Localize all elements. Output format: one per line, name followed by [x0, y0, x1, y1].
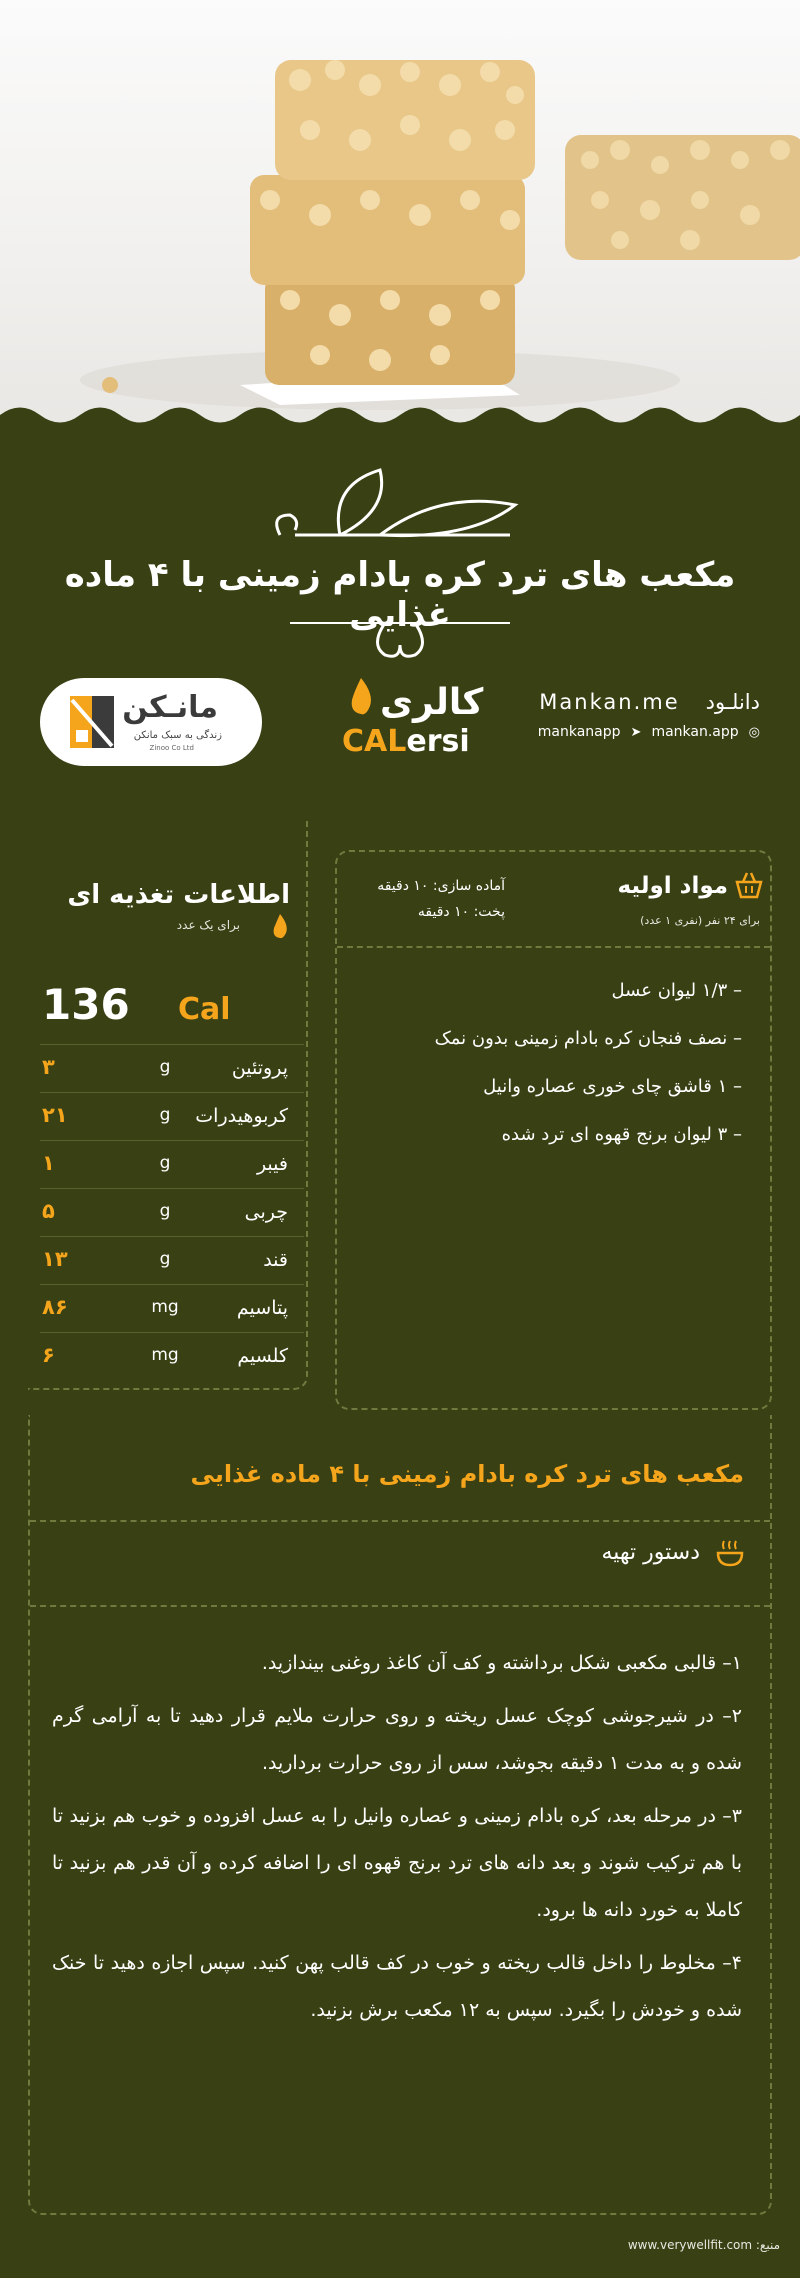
- nutrient-label: فیبر: [256, 1153, 288, 1175]
- recipe-divider: [30, 1520, 770, 1522]
- nutrient-row: [40, 1332, 304, 1380]
- steps-title: دستور تهیه: [601, 1540, 700, 1565]
- recipe-step: ۱– قالبی مکعبی شکل برداشته و کف آن کاغذ روغنی بیندازید.: [261, 1652, 742, 1674]
- mankan-mark-icon: [62, 690, 120, 754]
- ingredients-divider: [337, 946, 770, 948]
- nutrient-row: [40, 1236, 304, 1284]
- calersi-en-cal: CAL: [342, 724, 407, 759]
- nutrient-value: ۸۶: [42, 1295, 68, 1319]
- download-block: [510, 690, 760, 740]
- basket-icon: [734, 870, 764, 900]
- steps-divider: [30, 1605, 770, 1607]
- servings-text: برای ۲۴ نفر (نفری ۱ عدد): [640, 914, 760, 927]
- prep-time: آماده سازی: ۱۰ دقیقه: [377, 878, 505, 894]
- nutrient-unit: g: [159, 1201, 171, 1221]
- ingredient-item: – ۳ لیوان برنج قهوه ای ترد شده: [501, 1124, 742, 1145]
- page-title: مکعب های ترد کره بادام زمینی با ۴ ماده غذایی: [64, 555, 736, 635]
- recipe-step: ۲– در شیرجوشی کوچک عسل ریخته و روی حرارت ملایم قرار دهید تا به آرامی گرم شده و به مدت ۱ دقیقه بجوشد، سس از روی حرارت بردارید.: [52, 1705, 742, 1774]
- source-credit[interactable]: منبع: www.verywellfit.com: [627, 2238, 780, 2252]
- nutrient-label: پتاسیم: [236, 1297, 288, 1319]
- nutrient-row: [40, 1092, 304, 1140]
- nutrient-unit: g: [159, 1249, 171, 1269]
- calersi-logo[interactable]: [338, 672, 484, 772]
- flame-icon: [346, 676, 376, 716]
- download-label: دانلـود: [705, 690, 760, 714]
- nutrient-label: پروتئین: [231, 1057, 288, 1079]
- ingredient-item: – ۱ قاشق چای خوری عصاره وانیل: [483, 1076, 742, 1097]
- nutrient-value: ۶: [42, 1343, 55, 1367]
- telegram-handle[interactable]: mankanapp: [537, 724, 621, 740]
- nutrient-label: چربی: [244, 1201, 288, 1223]
- hero-photo: [0, 0, 800, 430]
- nutrient-value: ۵: [42, 1199, 55, 1223]
- leaf-ornament: [270, 465, 530, 545]
- nutrient-label: قند: [263, 1249, 288, 1271]
- rice-bars-illustration: [0, 0, 800, 430]
- ingredients-title: مواد اولیه: [617, 873, 728, 899]
- calersi-fa: کالری: [380, 682, 484, 723]
- calersi-en: [342, 724, 470, 759]
- nutrient-unit: mg: [151, 1297, 179, 1317]
- download-row: [510, 690, 760, 714]
- ingredients-list: [360, 980, 742, 1172]
- nutrient-row: [40, 1140, 304, 1188]
- nutrient-label: کربوهیدرات: [195, 1105, 288, 1127]
- nutrient-value: ۱۳: [42, 1247, 68, 1271]
- cooking-pot-icon: [714, 1537, 746, 1569]
- recipe-step: ۳– در مرحله بعد، کره بادام زمینی و عصاره وانیل را به عسل افزوده و خوب هم بزنید تا با هم ترکیب شوند و بعد دانه های ترد برنج قهوه ای را اضافه کرده و آن قدر هم بزنید تا کاملا به خورد دانه ها برود.: [52, 1805, 742, 1921]
- mankan-logo[interactable]: [40, 678, 262, 766]
- nutrient-unit: g: [159, 1105, 171, 1125]
- instagram-handle[interactable]: mankan.app: [651, 724, 739, 740]
- calersi-en-ersi: ersi: [406, 724, 470, 759]
- title-underline-ornament: [290, 615, 510, 665]
- nutrient-value: ۲۱: [42, 1103, 68, 1127]
- nutrient-unit: g: [159, 1153, 171, 1173]
- calorie-unit: Cal: [178, 992, 231, 1027]
- calorie-value: 136: [42, 980, 130, 1029]
- social-row: [510, 724, 760, 740]
- instagram-icon: ◎: [748, 724, 760, 740]
- nutrition-title-text: اطلاعات تغذیه ای: [67, 880, 290, 910]
- nutrient-row: [40, 1188, 304, 1236]
- recipe-title: مکعب های ترد کره بادام زمینی با ۴ ماده غذایی: [190, 1460, 744, 1488]
- nutrient-row: [40, 1044, 304, 1092]
- steps-list: [52, 1640, 742, 2040]
- mankan-name: مانـکن: [122, 690, 218, 725]
- nutrient-row: [40, 1284, 304, 1332]
- telegram-icon: ➤: [630, 724, 642, 740]
- download-site[interactable]: Mankan.me: [539, 690, 680, 714]
- nutrient-value: ۳: [42, 1055, 55, 1079]
- nutrient-value: ۱: [42, 1151, 55, 1175]
- ingredient-item: – نصف فنجان کره بادام زمینی بدون نمک: [434, 1028, 742, 1049]
- recipe-step: ۴– مخلوط را داخل قالب ریخته و خوب در کف قالب پهن کنید. سپس اجازه دهید تا خنک شده و خودش را بگیرد. سپس به ۱۲ مکعب برش بزنید.: [52, 1952, 742, 2021]
- nutrient-unit: mg: [151, 1345, 179, 1365]
- flame-icon: [270, 913, 290, 939]
- nutrient-unit: g: [159, 1057, 171, 1077]
- mankan-ltd: Zinoo Co Ltd: [149, 744, 194, 752]
- ingredient-item: – ۱/۳ لیوان عسل: [611, 980, 742, 1001]
- cook-time: پخت: ۱۰ دقیقه: [417, 904, 505, 920]
- nutrient-label: کلسیم: [237, 1345, 288, 1367]
- nutrition-subtitle: برای یک عدد: [176, 918, 240, 932]
- mankan-tagline: زندگی به سبک مانکن: [133, 730, 222, 741]
